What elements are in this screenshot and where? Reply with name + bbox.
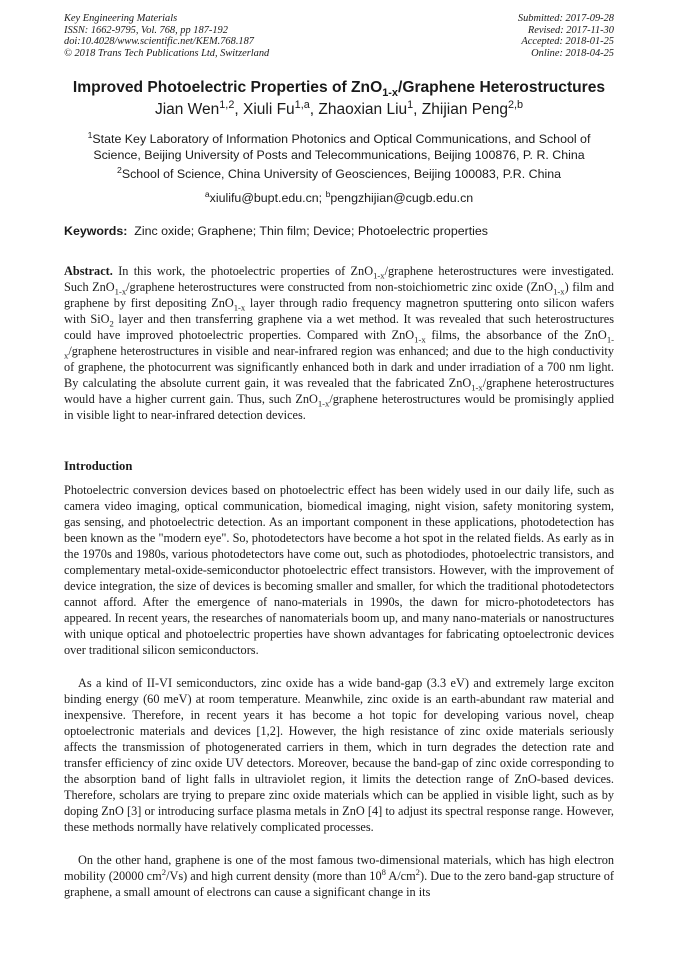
author-list: Jian Wen$^{1,2}$, Xiuli Fu$^{1,a}$, Zhaoxian Liu$^1$, Zhijian Peng$^{2,b}$: [154, 98, 524, 118]
intro-paragraph-2: As a kind of II-VI semiconductors, zinc oxide has a wide band-gap (3.3 eV) and extremely large exciton binding energy (60 meV) at room temperature. Meanwhile, zinc oxide is an earth-abundant raw material and inexpensive. Therefore, in recent years it has become a hot topic for developing various novel, cheap optoelectronic materials and devices [1,2]. However, the high resistance of zinc oxide materials seriously affects the transmission of photogenerated carriers in them, which in turn degrades the detection rate and transfer efficiency of zinc oxide UV detectors. Moreover, because the band-gap of zinc oxide corresponding to the absorption band of light falls in ultraviolet region, it limits the detection range of ZnO-based devices. Therefore, scholars are trying to prepare zinc oxide materials which can be applied in visible light, such as by doping ZnO [3] or introducing surface plasma metals in ZnO [4] to adjust its spectral response range. However, these methods normally have relatively complicated processes.: [64, 676, 614, 834]
author-name: Zhaoxian Liu: [318, 101, 408, 118]
journal-name: Key Engineering Materials: [64, 13, 178, 24]
introduction-heading: Introduction: [64, 459, 133, 473]
journal-header-right: [518, 13, 614, 59]
abstract-paragraph: Abstract. In this work, the photoelectric properties of ZnO$_{1-x}$/graphene heterostructures were investigated. Such ZnO$_{1-x}$/graphene heterostructures were constructed from non-stoichiometric zinc oxide (ZnO$_{1-x}$) film and graphene by first depositing ZnO$_{1-x}$ layer through radio frequency magnetron sputtering onto silicon wafers with SiO$_2$ layer and then transferring graphene via a wet method. It was revealed that such heterostructures could have improved photoelectric properties. Compared with ZnO$_{1-x}$ films, the absorbance of the ZnO$_{1-x}$/graphene heterostructures in visible and near-infrared region was enhanced; and due to the high conductivity of graphene, the photocurrent was significantly enhanced both in dark and under irradiation of a 700 nm light. By calculating the absolute current gain, it was revealed that the fabricated ZnO$_{1-x}$/graphene heterostructures would have a higher current gain. Thus, such ZnO$_{1-x}$/graphene heterostructures would be promisingly applied in visible light to near-infrared detection devices.: [64, 264, 614, 422]
author-name: Xiuli Fu: [242, 101, 295, 118]
journal-header-left: [64, 13, 269, 59]
keywords-line: [64, 224, 624, 238]
email-link-a[interactable]: xiulifu@bupt.edu.cn;: [209, 191, 323, 205]
intro-paragraph-1: Photoelectric conversion devices based on photoelectric effect has been widely used in our daily life, such as camera video imaging, optical communication, biomedical imaging, night vision, safety monitoring system, gas sensing, and photoelectric detection. As an important component in these applications, photodetection has been known as the "modern eye". So, photodetectors have become a hot spot in the related fields. As early as in the 1970s and 1980s, various photodetectors have come out, such as photodiodes, photoelectric transistors, and complementary metal-oxide-semiconductor photoelectric effect transistors. However, with the improvement of device integration, the size of devices is becoming smaller and smaller, for which the traditional photodetectors cannot afford. After the emergence of nano-materials in 1990s, the dawn for micro-photodetectors has appeared. In recent years, the researches of nanomaterials boom up, and many nano-materials or nanostructures with unique optical and photoelectric properties have shown advantages for fabricating optoelectronic devices over traditional silicon semiconductors.: [64, 483, 614, 657]
accepted-date: Accepted: 2018-01-25: [521, 36, 614, 48]
keywords-text: Zinc oxide; Graphene; Thin film; Device; Photoelectric properties: [134, 224, 489, 238]
keywords-label: Keywords:: [64, 224, 128, 238]
copyright-line: © 2018 Trans Tech Publications Ltd, Switzerland: [64, 47, 270, 59]
affiliation-2: $^2$School of Science, China University of Geosciences, Beijing 100083, P.R. China: [116, 164, 562, 181]
revised-date: Revised: 2017-11-30: [527, 24, 614, 36]
issn-line: ISSN: 1662-9795, Vol. 768, pp 187-192: [64, 24, 228, 36]
submitted-date: Submitted: 2017-09-28: [517, 13, 614, 24]
author-name: Jian Wen: [154, 101, 220, 118]
author-emails: $^a$xiulifu@bupt.edu.cn; $^b$pengzhijian@cugb.edu.cn: [204, 188, 474, 205]
abstract-label: Abstract.: [64, 264, 113, 278]
affiliation-1: $^1$State Key Laboratory of Information Photonics and Optical Communications, and School of Science, Beijing University of Posts and Telecommunications, Beijing 100876, P. R. China: [87, 129, 591, 162]
intro-paragraph-3: On the other hand, graphene is one of the most famous two-dimensional materials, which has high electron mobility (20000 $cm^2/Vs$) and high current density (more than $10^8$ $A/cm^2$). Due to the zero band-gap structure of graphene, a small amount of electrons can cause a significant change in its: [64, 853, 614, 899]
email-link-b[interactable]: pengzhijian@cugb.edu.cn: [330, 191, 474, 205]
online-date: Online: 2018-04-25: [531, 47, 614, 59]
paper-title: Improved Photoelectric Properties of ZnO$_{1-x}$/Graphene Heterostructures: [72, 79, 606, 100]
doi-line[interactable]: doi:10.4028/www.scientific.net/KEM.768.187: [64, 36, 254, 48]
author-name: Zhijian Peng: [421, 101, 508, 118]
